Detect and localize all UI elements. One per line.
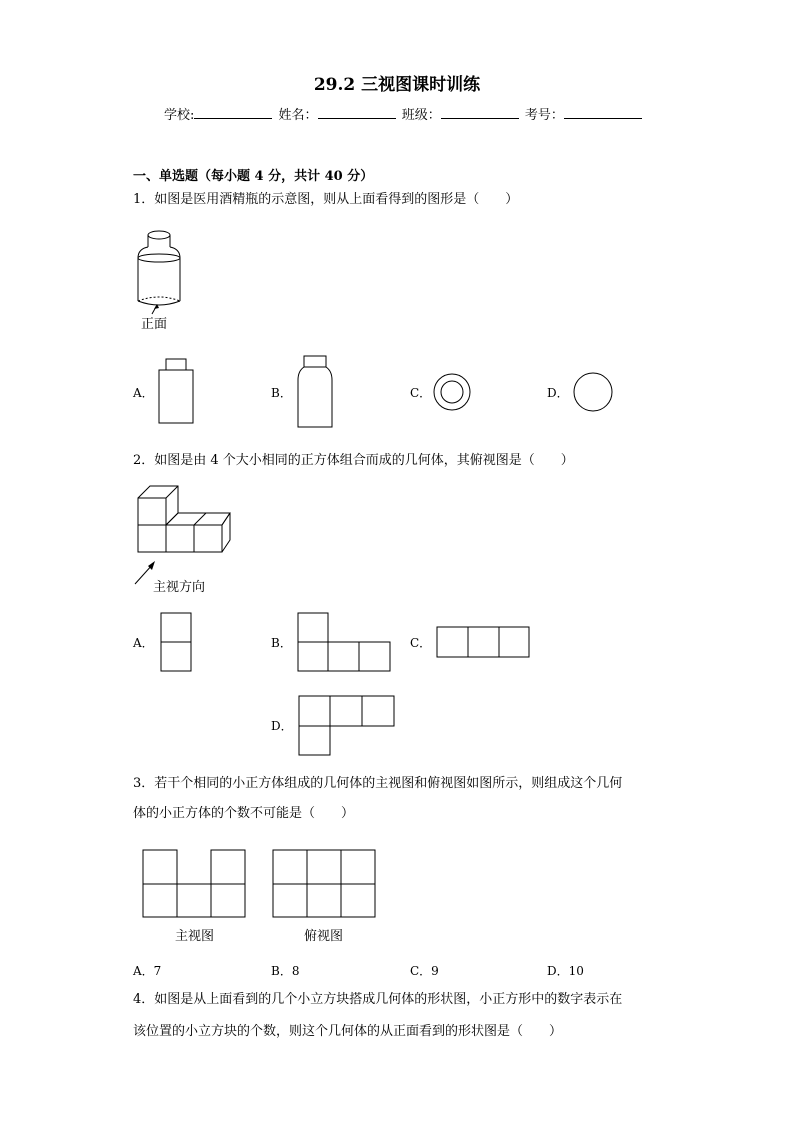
- q2-option-a-label[interactable]: A．: [133, 636, 154, 650]
- document-title: 29.2 三视图课时训练: [313, 75, 481, 95]
- q1-option-c-label[interactable]: C．: [410, 386, 432, 400]
- question-3-text-line1: 3．若干个相同的小正方体组成的几何体的主视图和俯视图如图所示，则组成这个几何: [133, 776, 623, 791]
- q1-option-b-figure: [297, 354, 337, 434]
- q1-option-d-figure: [573, 372, 615, 414]
- question-2-text: 2．如图是由 4 个大小相同的正方体组合而成的几何体，其俯视图是（ ）: [133, 453, 574, 468]
- question-1-text: 1．如图是医用酒精瓶的示意图，则从上面看得到的图形是（ ）: [133, 192, 519, 207]
- q1-option-a-label[interactable]: A．: [133, 386, 154, 400]
- name-blank[interactable]: [318, 106, 396, 119]
- front-view-caption: 主视图: [175, 929, 215, 944]
- q2-option-d-label[interactable]: D．: [271, 719, 293, 733]
- q3-option-b[interactable]: B．8: [271, 964, 300, 978]
- school-blank[interactable]: [194, 106, 272, 119]
- exam-no-label: 考号：: [524, 108, 564, 123]
- question-4-text-line1: 4．如图是从上面看到的几个小立方块搭成几何体的形状图，小正方形中的数字表示在: [133, 992, 623, 1007]
- q2-option-c-figure: [436, 626, 532, 660]
- q1-option-c-figure: [432, 372, 474, 414]
- question-4-text-line2: 该位置的小立方块的个数，则这个几何体的从正面看到的形状图是（ ）: [133, 1024, 563, 1039]
- top-view-figure: [272, 849, 378, 921]
- q2-option-b-label[interactable]: B．: [271, 636, 292, 650]
- q2-option-b-figure: [297, 612, 393, 674]
- q2-option-c-label[interactable]: C．: [410, 636, 432, 650]
- front-direction-caption: 主视方向: [153, 580, 206, 595]
- question-3-text-line2: 体的小正方体的个数不可能是（ ）: [133, 806, 355, 821]
- q1-option-d-label[interactable]: D．: [547, 386, 569, 400]
- section-heading: 一、单选题（每小题 4 分，共计 40 分）: [133, 169, 374, 184]
- school-label: 学校:: [164, 108, 195, 123]
- q1-option-b-label[interactable]: B．: [271, 386, 292, 400]
- front-view-figure: [142, 849, 248, 921]
- q3-option-c[interactable]: C．9: [410, 964, 439, 978]
- student-info-line: [164, 104, 644, 123]
- q2-option-d-figure: [298, 695, 398, 757]
- bottle-front-caption: 正面: [141, 317, 168, 332]
- class-blank[interactable]: [441, 106, 519, 119]
- class-label: 班级：: [401, 108, 441, 123]
- top-view-caption: 俯视图: [304, 929, 344, 944]
- q2-option-a-figure: [160, 612, 194, 674]
- q3-option-a[interactable]: A．7: [133, 964, 162, 978]
- q1-option-a-figure: [158, 356, 198, 426]
- q3-option-d[interactable]: D．10: [547, 964, 584, 978]
- name-label: 姓名：: [278, 108, 318, 123]
- exam-no-blank[interactable]: [564, 106, 642, 119]
